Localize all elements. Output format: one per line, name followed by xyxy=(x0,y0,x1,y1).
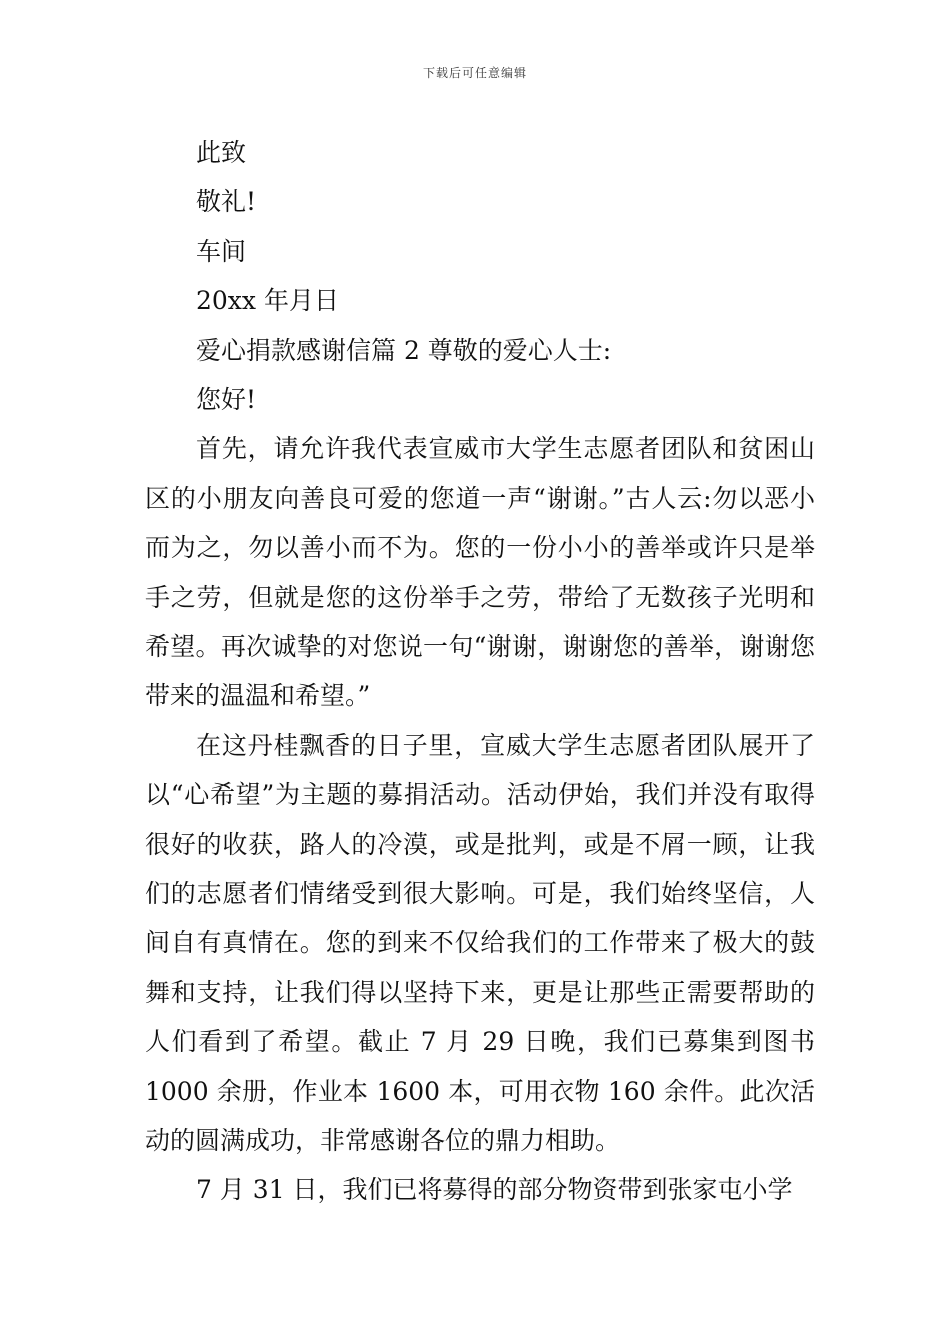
sender-line: 车间 xyxy=(196,236,247,266)
paragraph-activity: 在这丹桂飘香的日子里，宣威大学生志愿者团队展开了以“心希望”为主题的募捐活动。活动伊始，我们并没有取得很好的收获，路人的冷漠，或是批判，或是不屑一顾，让我们的志愿者们情绪受到很大影响。可是，我们始终坚信，人间自有真情在。您的到来不仅给我们的工作带来了极大的鼓舞和支持，让我们得以坚持下来，更是让那些正需要帮助的人们看到了希望。截止 7 月 29 日晚，我们已募集到图书 1000 余册，作业本 1600 本，可用衣物 160 余件。此次活动的圆满成功，非常感谢各位的鼎力相助。 xyxy=(145,730,815,1156)
page-header: 下载后可任意编辑 xyxy=(422,66,527,80)
salute-line: 敬礼! xyxy=(196,187,257,217)
date-line: 20xx 年月日 xyxy=(196,286,339,316)
letter-title: 爱心捐款感谢信篇 2 尊敬的爱心人士: xyxy=(196,335,612,365)
letter-body xyxy=(145,128,815,1215)
greeting-line: 您好! xyxy=(196,384,257,414)
paragraph-delivery: 7 月 31 日，我们已将募得的部分物资带到张家屯小学 xyxy=(196,1175,793,1205)
paragraph-thanks: 首先，请允许我代表宣威市大学生志愿者团队和贫困山区的小朋友向善良可爱的您道一声“谢谢。”古人云:勿以恶小而为之，勿以善小而不为。您的一份小小的善举或许只是举手之劳，但就是您的这份举手之劳，带给了无数孩子光明和希望。再次诚挚的对您说一句“谢谢，谢谢您的善举，谢谢您带来的温温和希望。” xyxy=(145,434,815,711)
closing-line: 此致 xyxy=(196,138,247,167)
